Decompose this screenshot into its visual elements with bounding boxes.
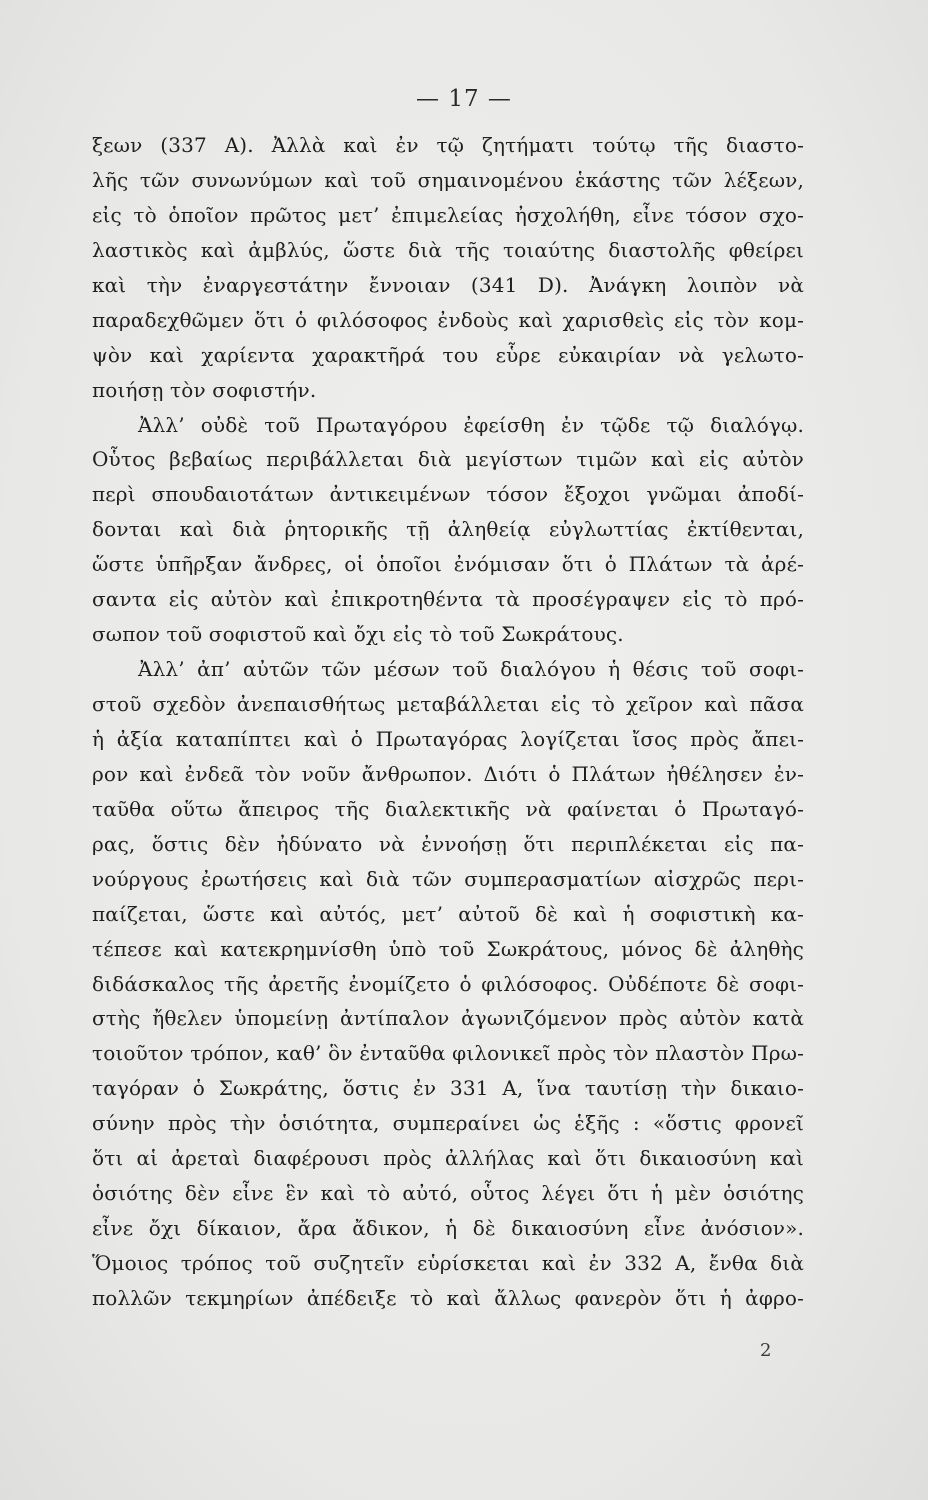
text-line: ὥστε ὑπῆρξαν ἄνδρες, οἱ ὁποῖοι ἐνόμισαν ὅτι ὁ Πλάτων τὰ ἀρέ- <box>92 552 804 577</box>
text-line: εἰς τὸ ὁποῖον πρῶτος μετ’ ἐπιμελείας ἠσχολήθη, εἶνε τόσον σχο- <box>92 202 804 227</box>
text-line: Ὅμοιος τρόπος τοῦ συζητεῖν εὑρίσκεται καὶ ἐν 332 Α, ἔνθα διὰ <box>92 1251 804 1275</box>
text-line: στοῦ σχεδὸν ἀνεπαισθήτως μεταβάλλεται εἰς τὸ χεῖρον καὶ πᾶσα <box>92 692 804 716</box>
text-line: ξεων (337 Α). Ἀλλὰ καὶ ἐν τῷ ζητήματι τούτῳ τῆς διαστο- <box>92 133 804 157</box>
text-line: τέπεσε καὶ κατεκρημνίσθη ὑπὸ τοῦ Σωκράτους, μόνος δὲ ἀληθὴς <box>92 936 804 961</box>
text-line: στὴς ἤθελεν ὑπομείνῃ ἀντίπαλον ἀγωνιζόμενον πρὸς αὐτὸν κατὰ <box>92 1006 804 1031</box>
page-number: — 17 — <box>416 86 512 112</box>
text-line: ἡ ἀξία καταπίπτει καὶ ὁ Πρωταγόρας λογίζεται ἴσος πρὸς ἄπει- <box>92 726 804 751</box>
text-line: σύνην πρὸς τὴν ὁσιότητα, συμπεραίνει ὡς ἑξῆς : «ὅστις φρονεῖ <box>92 1111 804 1136</box>
text-line: τοιοῦτον τρόπον, καθ’ ὃν ἐνταῦθα φιλονικεῖ πρὸς τὸν πλαστὸν Πρω- <box>92 1041 804 1066</box>
text-line: δονται καὶ διὰ ῥητορικῆς τῇ ἀληθείᾳ εὐγλωττίας ἐκτίθενται, <box>92 517 804 542</box>
text-line: λαστικὸς καὶ ἀμβλύς, ὥστε διὰ τῆς τοιαύτης διαστολῆς φθείρει <box>92 237 804 262</box>
text-line: παραδεχθῶμεν ὅτι ὁ φιλόσοφος ἐνδοὺς καὶ χαρισθεὶς εἰς τὸν κομ- <box>92 307 804 332</box>
text-line: Ἀλλ’ οὐδὲ τοῦ Πρωταγόρου ἐφείσθη ἐν τῷδε τῷ διαλόγῳ. <box>138 412 804 437</box>
text-line: ὁσιότης δὲν εἶνε ἓν καὶ τὸ αὐτό, οὗτος λέγει ὅτι ἡ μὲν ὁσιότης <box>92 1181 804 1206</box>
text-line: ὅτι αἱ ἀρεταὶ διαφέρουσι πρὸς ἀλλήλας καὶ ὅτι δικαιοσύνη καὶ <box>92 1146 804 1171</box>
text-line: σαντα εἰς αὐτὸν καὶ ἐπικροτηθέντα τὰ προσέγραψεν εἰς τὸ πρό- <box>92 587 804 612</box>
text-line: εἶνε ὄχι δίκαιον, ἄρα ἄδικον, ἡ δὲ δικαιοσύνη εἶνε ἀνόσιον». <box>92 1216 804 1241</box>
text-line: πολλῶν τεκμηρίων ἀπέδειξε τὸ καὶ ἄλλως φανερὸν ὅτι ἡ ἀφρο- <box>92 1285 804 1310</box>
text-line: ποιήσῃ τὸν σοφιστήν. <box>92 377 317 402</box>
text-line: καὶ τὴν ἐναργεστάτην ἔννοιαν (341 D). Ἀνάγκη λοιπὸν νὰ <box>92 272 804 297</box>
text-line: περὶ σπουδαιοτάτων ἀντικειμένων τόσον ἔξοχοι γνῶμαι ἀποδί- <box>92 482 804 507</box>
text-line: διδάσκαλος τῆς ἀρετῆς ἐνομίζετο ὁ φιλόσοφος. Οὐδέποτε δὲ σοφι- <box>92 971 804 996</box>
text-line: ψὸν καὶ χαρίεντα χαρακτῆρά του εὗρε εὐκαιρίαν νὰ γελωτο- <box>92 342 804 367</box>
text-line: Οὗτος βεβαίως περιβάλλεται διὰ μεγίστων τιμῶν καὶ εἰς αὐτὸν <box>92 447 804 472</box>
signature-mark: 2 <box>760 1340 772 1361</box>
text-line: ρας, ὅστις δὲν ἠδύνατο νὰ ἐννοήσῃ ὅτι περιπλέκεται εἰς πα- <box>92 831 804 856</box>
text-line: λῆς τῶν συνωνύμων καὶ τοῦ σημαινομένου ἑκάστης τῶν λέξεων, <box>92 167 804 192</box>
text-line: σωπον τοῦ σοφιστοῦ καὶ ὄχι εἰς τὸ τοῦ Σωκράτους. <box>92 622 624 647</box>
body-text <box>92 128 804 1316</box>
text-line: νούργους ἐρωτήσεις καὶ διὰ τῶν συμπερασματίων αἰσχρῶς περι- <box>92 866 804 891</box>
text-line: Ἀλλ’ ἀπ’ αὐτῶν τῶν μέσων τοῦ διαλόγου ἡ θέσις τοῦ σοφι- <box>138 657 804 682</box>
text-line: ρον καὶ ἐνδεᾶ τὸν νοῦν ἄνθρωπον. Διότι ὁ Πλάτων ἠθέλησεν ἐν- <box>92 761 804 786</box>
text-line: παίζεται, ὥστε καὶ αὐτός, μετ’ αὐτοῦ δὲ καὶ ἡ σοφιστικὴ κα- <box>92 901 804 926</box>
text-line: ταῦθα οὕτω ἄπειρος τῆς διαλεκτικῆς νὰ φαίνεται ὁ Πρωταγό- <box>92 796 804 821</box>
text-line: ταγόραν ὁ Σωκράτης, ὅστις ἐν 331 Α, ἵνα ταυτίσῃ τὴν δικαιο- <box>92 1076 804 1101</box>
